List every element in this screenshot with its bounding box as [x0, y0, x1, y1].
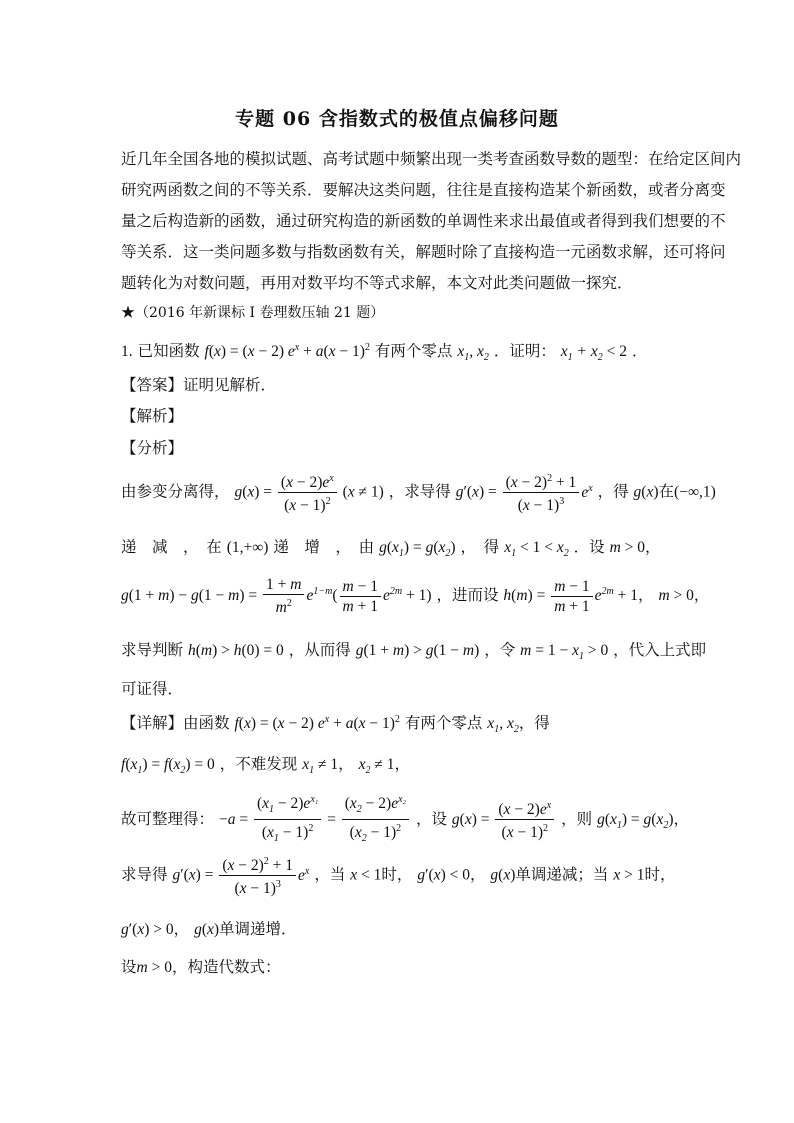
problem-text: 有两个零点	[374, 342, 453, 360]
fraction: $\frac{(x - 2)e^x}{(x - 1)^2}$	[278, 470, 337, 515]
formula: $x_1$, $x_2$	[457, 343, 489, 364]
formula: m	[658, 587, 670, 605]
formula: $x_2$	[358, 756, 371, 777]
answer-line	[121, 373, 276, 395]
intro-line-4: 等关系．这一类问题多数与指数函数有关，解题时除了直接构造一元函数求解，还可将问	[121, 243, 726, 261]
formula: (1,+∞)	[226, 539, 269, 556]
fraction: $\frac{m - 1}{m + 1}$	[340, 577, 381, 616]
intro-line-5: 题转化为对数问题，再用对数平均不等式求解，本文对此类问题做一探究．	[121, 274, 633, 292]
formula: g	[194, 921, 202, 938]
formula: g	[121, 921, 129, 938]
formula: m	[520, 642, 532, 659]
detail-line-1: 【详解】由函数 f(x) = (x − 2) $e^x + a(x - 1)^2$ 有两个零点 $x_1$, $x_2$，得	[121, 713, 550, 736]
detail-line-2: $f(x_1) = f(x_2) = 0$ ，不难发现 $x_1 \ne 1$， $x_2 \ne 1$，	[121, 755, 410, 777]
fraction: $\frac{(x - 2)^2 + 1}{(x - 1)^3}$	[219, 853, 296, 898]
formula: $x_1$	[302, 756, 315, 777]
answer-tag: 【答案】	[121, 376, 184, 394]
formula: g	[234, 483, 243, 501]
formula: g	[121, 587, 129, 605]
fraction: $\frac{1 + m}{m^2}$	[263, 575, 304, 617]
formula: g	[417, 866, 426, 884]
formula: g	[455, 483, 464, 501]
formula: $x_1$	[504, 539, 517, 560]
fenxi-line-4: 求导判断 h(m) > h(0) = 0 ，从而得 g(1 + m) > g(1 − m) ，令 $m = 1 - x_1 > 0$ ，代入上式即	[121, 641, 707, 663]
formula: m	[609, 539, 621, 556]
detail-line-4: 求导得 g′(x) = $\frac{(x - 2)^2 + 1}{(x - 1)^3}$ $e^x$ ，当 x < 1时， g′(x) < 0， g(x)单调递减；当 x > 1时，	[121, 853, 676, 898]
formula: f	[234, 715, 239, 732]
formula: $x_1 + x_2$	[560, 343, 603, 364]
source-note: ★（2016 年新课标 I 卷理数压轴 21 题）	[121, 305, 385, 321]
fraction: $\frac{m - 1}{m + 1}$	[551, 577, 592, 616]
detail-line-5: g′(x) > 0， g(x)单调递增．	[121, 920, 297, 938]
fenxi-line-3: g(1 + m) − g(1 − m) = $\frac{1 + m}{m^2}$ $e^{1-m}$( $\frac{m - 1}{m + 1}$ $e^{2m} + 1$) ，进而设 h(m) = $\frac{m - 1}{m + 1}$ $e^{2m} + 1$， m > 0，	[121, 576, 710, 617]
formula: x	[613, 866, 621, 884]
fraction: $\frac{(x - 2)e^x}{(x - 1)^2}$	[495, 797, 554, 842]
problem-statement: 1. 已知函数 f(x) = (x − 2) $e^x + a(x - 1)^2$ 有两个零点 $x_1$, $x_2$ ．证明： $x_1 + x_2 < 2$ ．	[121, 341, 648, 364]
detail-line-3: 故可整理得： −a = $\frac{(x_1 - 2)e^{x_1}}{(x_1 - 1)^2}$ = $\frac{(x_2 - 2)e^{x_2}}{(x_2 - 1)^2}$ ，设 g(x) = $\frac{(x - 2)e^x}{(x - 1)^2}$ ，则 $g(x_1) = g(x_2)$，	[121, 791, 689, 849]
formula: h	[503, 587, 512, 605]
intro-line-2: 研究两函数之间的不等关系．要解决这类问题，往往是直接构造某个新函数，或者分离变	[121, 181, 726, 199]
formula: x	[350, 866, 358, 884]
problem-text: 已知函数	[137, 342, 200, 360]
formula: $x_1$, $x_2$	[487, 715, 519, 736]
detail-tag: 【详解】	[121, 714, 184, 732]
formula: g	[451, 810, 460, 828]
fenxi-line-1: 由参变分离得， g(x) = $\frac{(x - 2)e^x}{(x - 1)^2}$ (x ≠ 1) ，求导得 g′(x) = $\frac{(x - 2)^2 + 1}{(x - 1)^3}$ $e^x$ ，得 g(x)在(−∞,1)	[121, 470, 716, 515]
intro-line-3: 量之后构造新的函数，通过研究构造的新函数的单调性来求出最值或者得到我们想要的不	[121, 212, 726, 230]
formula: g	[379, 539, 387, 556]
formula: f	[121, 756, 126, 773]
fraction: $\frac{(x - 2)^2 + 1}{(x - 1)^3}$	[503, 470, 580, 515]
formula: g	[633, 483, 642, 501]
formula: h	[187, 642, 196, 659]
formula: g	[172, 866, 181, 884]
answer-text: 证明见解析．	[183, 376, 277, 394]
formula: f	[204, 343, 209, 360]
formula: g	[597, 810, 605, 828]
problem-text: ．证明：	[493, 342, 556, 360]
analysis-tag: 【解析】	[121, 407, 184, 425]
fraction: $\frac{(x_2 - 2)e^{x_2}}{(x_2 - 1)^2}$	[342, 791, 409, 849]
intro-line-1: 近几年全国各地的模拟试题、高考试题中频繁出现一类考查函数导数的题型：在给定区间内	[121, 150, 742, 168]
fenxi-tag: 【分析】	[121, 439, 184, 457]
formula: −	[218, 810, 228, 828]
formula: g	[355, 642, 364, 659]
fraction: $\frac{(x_1 - 2)e^{x_1}}{(x_1 - 1)^2}$	[254, 791, 321, 849]
detail-line-6: 设m > 0，构造代数式：	[121, 958, 281, 976]
fenxi-line-5: 可证得．	[121, 680, 184, 698]
page-title: 专题 06 含指数式的极值点偏移问题	[235, 108, 559, 130]
problem-text: ．	[631, 342, 648, 360]
formula: m	[136, 959, 148, 976]
problem-number: 1.	[121, 343, 133, 360]
formula: g	[490, 866, 499, 884]
fenxi-line-2: 递 减 ， 在 (1,+∞) 递 增 ， 由 $g(x_1) = g(x_2)$ ， 得 $x_1 < 1 < x_2$ ．设 m > 0，	[121, 538, 661, 560]
